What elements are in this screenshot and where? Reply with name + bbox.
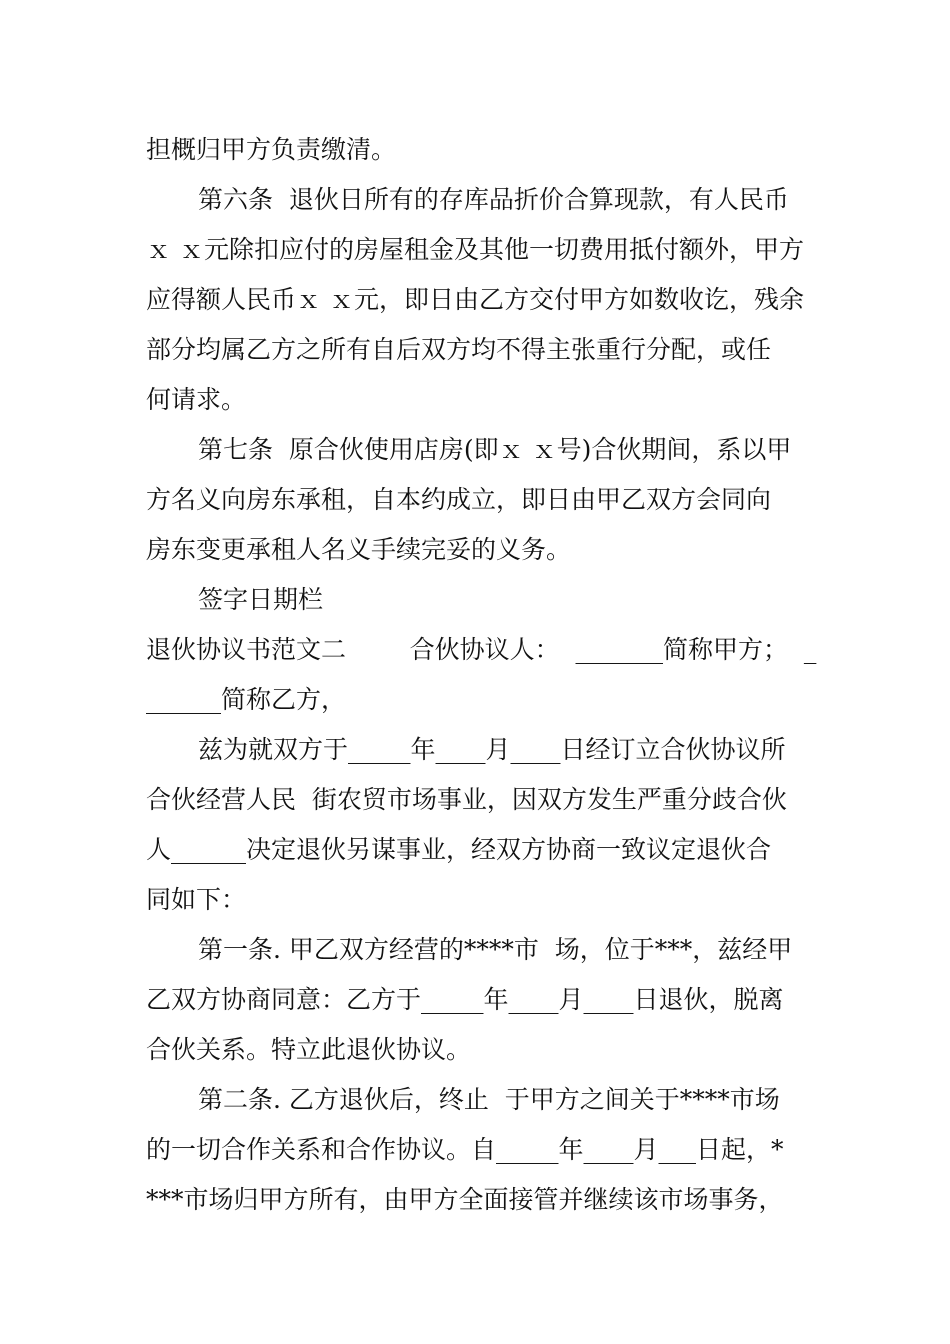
- text-line: 的一切合作关系和合作协议。自_____年____月___日起，*: [146, 1135, 784, 1164]
- text-line: 何请求。: [146, 385, 247, 414]
- text-line: 房东变更承租人名义手续完妥的义务。: [146, 535, 572, 564]
- text-line: ***市场归甲方所有，由甲方全面接管并继续该市场事务，: [146, 1185, 784, 1214]
- text-line: ______简称乙方，: [146, 685, 347, 714]
- text-line: 方名义向房东承租，自本约成立，即日由甲乙双方会同向: [146, 485, 772, 514]
- clause-1-heading-line: 第一条. 甲乙双方经营的****市 场，位于***，兹经甲: [198, 935, 793, 964]
- text-line: 担概归甲方负责缴清。: [146, 135, 397, 164]
- clause-2-heading-line: 第二条. 乙方退伙后，终止 于甲方之间关于****市场: [198, 1085, 780, 1114]
- text-line: 应得额人民币ｘ ｘ元，即日由乙方交付甲方如数收讫，残余: [146, 285, 804, 314]
- text-line: 合伙关系。特立此退伙协议。: [146, 1035, 472, 1064]
- signature-date-label: 签字日期栏: [198, 585, 324, 614]
- text-line: 合伙经营人民 街农贸市场事业，因双方发生严重分歧合伙: [146, 785, 787, 814]
- text-line: 部分均属乙方之所有自后双方均不得主张重行分配，或任: [146, 335, 772, 364]
- article-6-heading-line: 第六条 退伙日所有的存库品折价合算现款，有人民币: [198, 185, 789, 214]
- text-line: 人______决定退伙另谋事业，经双方协商一致议定退伙合: [146, 835, 772, 864]
- text-line: 同如下：: [146, 885, 247, 914]
- article-7-heading-line: 第七条 原合伙使用店房(即ｘ ｘ号)合伙期间，系以甲: [198, 435, 792, 464]
- preamble-line: 兹为就双方于_____年____月____日经订立合伙协议所: [198, 735, 786, 764]
- text-line: ｘ ｘ元除扣应付的房屋租金及其他一切费用抵付额外，甲方: [146, 235, 804, 264]
- sample-two-heading-line: 退伙协议书范文二 合伙协议人： _______简称甲方； _: [146, 635, 817, 664]
- text-line: 乙双方协商同意：乙方于_____年____月____日退伙，脱离: [146, 985, 784, 1014]
